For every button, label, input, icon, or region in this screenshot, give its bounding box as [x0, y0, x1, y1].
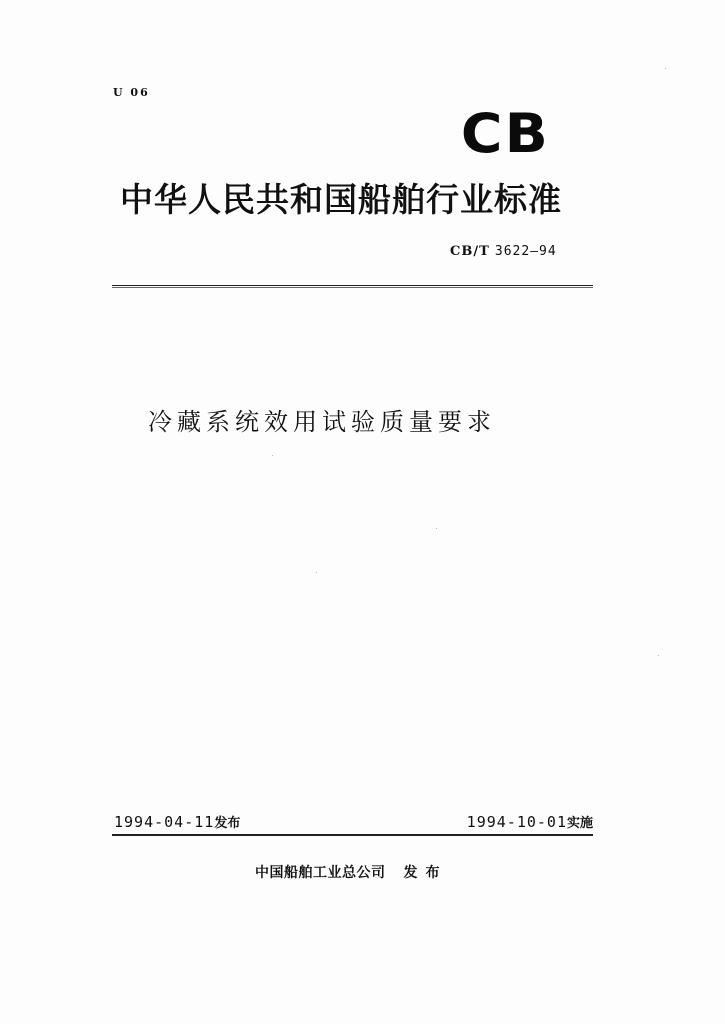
classification-code: U 06: [113, 86, 150, 99]
cb-logo: [457, 102, 553, 165]
bottom-divider: [112, 834, 593, 836]
publisher-name: 中国船舶工业总公司: [255, 865, 386, 881]
issue-date: 1994-04-11: [114, 813, 215, 831]
cb-logo-text: CB: [460, 102, 550, 165]
publisher-line: [255, 862, 448, 882]
scan-speck: [665, 68, 666, 69]
standard-number-prefix: CB/T: [450, 244, 490, 259]
scan-speck: [316, 572, 317, 573]
issue-date-line: [114, 812, 240, 831]
top-divider: [112, 285, 593, 288]
implementation-label: 实施: [566, 816, 593, 831]
implementation-date: 1994-10-01: [466, 813, 567, 831]
scan-speck: [272, 455, 273, 456]
standard-title: 中华人民共和国船舶行业标准: [120, 180, 562, 219]
standard-number-value: 3622—94: [494, 244, 557, 259]
issue-label: 发布: [214, 816, 241, 831]
publisher-action: 发布: [403, 865, 448, 881]
scan-speck: [658, 655, 659, 656]
scan-speck: [436, 528, 437, 529]
implementation-date-line: [467, 812, 593, 831]
standard-number: [450, 244, 557, 259]
document-title: 冷藏系统效用试验质量要求: [148, 408, 496, 436]
